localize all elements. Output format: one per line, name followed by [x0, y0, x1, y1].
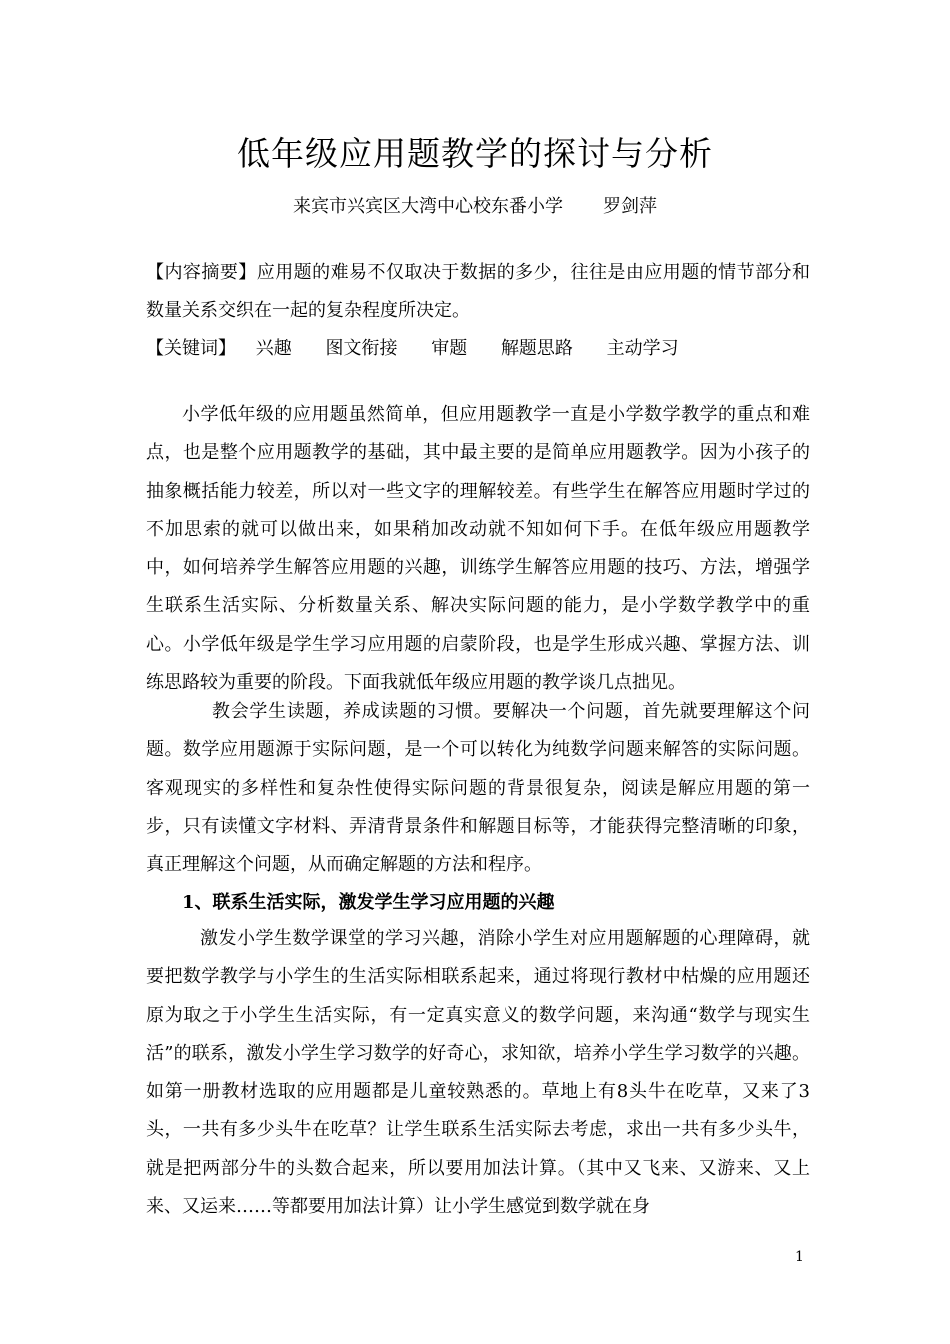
author-name: 罗剑萍 [603, 196, 657, 217]
keyword: 图文衔接 [325, 338, 398, 359]
abstract-text: 应用题的难易不仅取决于数据的多少，往往是由应用题的情节部分和数量关系交织在一起的复杂程度所决定。 [146, 262, 811, 322]
reading-paragraph: 教会学生读题，养成读题的习惯。要解决一个问题，首先就要理解这个问题。数学应用题源于实际问题，是一个可以转化为纯数学问题来解答的实际问题。客观现实的多样性和复杂性使得实际问题的背景很复杂，阅读是解应用题的第一步，只有读懂文字材料、弄清背景条件和解题目标等，才能获得完整清晰的印象，真正理解这个问题，从而确定解题的方法和程序。 [146, 701, 810, 876]
keywords-label: 【关键词】 [146, 338, 236, 359]
keyword: 兴趣 [255, 338, 292, 359]
document-title: 低年级应用题教学的探讨与分析 [237, 134, 713, 173]
section-paragraph: 激发小学生数学课堂的学习兴趣，消除小学生对应用题解题的心理障碍，就要把数学教学与小学生的生活实际相联系起来，通过将现行教材中枯燥的应用题还原为取之于小学生生活实际，有一定真实意义的数学问题，来沟通“数学与现实生活”的联系，激发小学生学习数学的好奇心，求知欲，培养小学生学习数学的兴趣。如第一册教材选取的应用题都是儿童较熟悉的。草地上有8头牛在吃草，又来了3头，一共有多少头牛在吃草？让学生联系生活实际去考虑，求出一共有多少头牛，就是把两部分牛的头数合起来，所以要用加法计算。（其中又飞来、又游来、又上来、又运来……等都要用加法计算）让小学生感觉到数学就在身 [146, 928, 810, 1218]
abstract-label: 【内容摘要】 [146, 262, 257, 283]
author-line [0, 192, 950, 218]
keyword: 审题 [431, 338, 468, 359]
abstract [146, 254, 810, 331]
keyword: 主动学习 [606, 338, 679, 359]
keywords [146, 330, 810, 368]
intro-paragraph: 小学低年级的应用题虽然简单，但应用题教学一直是小学数学教学的重点和难点，也是整个应用题教学的基础，其中最主要的是简单应用题教学。因为小孩子的抽象概括能力较差，所以对一些文字的理解较差。有些学生在解答应用题时学过的不加思索的就可以做出来，如果稍加改动就不知如何下手。在低年级应用题教学中，如何培养学生解答应用题的兴趣，训练学生解答应用题的技巧、方法，增强学生联系生活实际、分析数量关系、解决实际问题的能力，是小学数学教学中的重心。小学低年级是学生学习应用题的启蒙阶段，也是学生形成兴趣、掌握方法、训练思路较为重要的阶段。下面我就低年级应用题的教学谈几点拙见。 [146, 404, 810, 694]
keyword: 解题思路 [500, 338, 573, 359]
author-school: 来宾市兴宾区大湾中心校东番小学 [293, 196, 563, 217]
section-heading: 1、联系生活实际，激发学生学习应用题的兴趣 [182, 892, 555, 913]
page-number: 1 [795, 1249, 804, 1265]
